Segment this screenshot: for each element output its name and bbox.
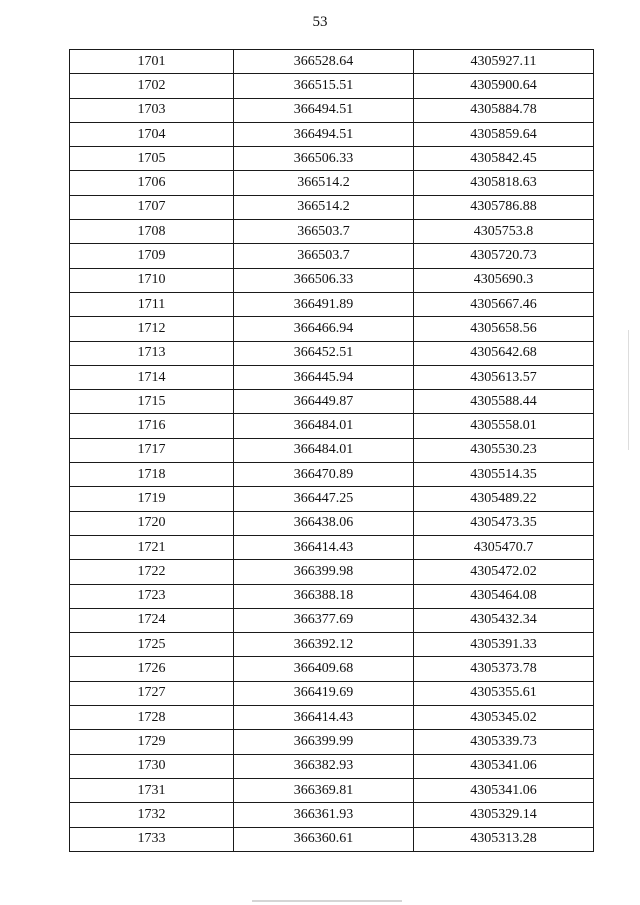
table-row (70, 414, 594, 438)
x-coordinate-cell: 366494.51 (234, 122, 414, 146)
table-row (70, 827, 594, 851)
x-coordinate-cell: 366382.93 (234, 754, 414, 778)
point-number-cell: 1717 (70, 438, 234, 462)
y-coordinate-cell: 4305558.01 (414, 414, 594, 438)
y-coordinate-cell: 4305658.56 (414, 317, 594, 341)
x-coordinate-cell: 366514.2 (234, 195, 414, 219)
table-row (70, 317, 594, 341)
point-number-cell: 1724 (70, 608, 234, 632)
point-number-cell: 1704 (70, 122, 234, 146)
y-coordinate-cell: 4305530.23 (414, 438, 594, 462)
y-coordinate-cell: 4305884.78 (414, 98, 594, 122)
table-row (70, 657, 594, 681)
y-coordinate-cell: 4305514.35 (414, 463, 594, 487)
y-coordinate-cell: 4305588.44 (414, 390, 594, 414)
point-number-cell: 1706 (70, 171, 234, 195)
table-row (70, 681, 594, 705)
y-coordinate-cell: 4305818.63 (414, 171, 594, 195)
x-coordinate-cell: 366484.01 (234, 438, 414, 462)
y-coordinate-cell: 4305842.45 (414, 147, 594, 171)
table-row (70, 390, 594, 414)
point-number-cell: 1725 (70, 633, 234, 657)
point-number-cell: 1719 (70, 487, 234, 511)
point-number-cell: 1707 (70, 195, 234, 219)
scan-edge-mark (252, 900, 402, 902)
table-row (70, 244, 594, 268)
point-number-cell: 1712 (70, 317, 234, 341)
table-row (70, 195, 594, 219)
table-row (70, 74, 594, 98)
table-row (70, 803, 594, 827)
y-coordinate-cell: 4305341.06 (414, 754, 594, 778)
point-number-cell: 1710 (70, 268, 234, 292)
y-coordinate-cell: 4305753.8 (414, 220, 594, 244)
point-number-cell: 1709 (70, 244, 234, 268)
x-coordinate-cell: 366466.94 (234, 317, 414, 341)
page-number: 53 (312, 14, 328, 30)
table-row (70, 560, 594, 584)
y-coordinate-cell: 4305690.3 (414, 268, 594, 292)
point-number-cell: 1727 (70, 681, 234, 705)
table-row (70, 341, 594, 365)
x-coordinate-cell: 366414.43 (234, 535, 414, 559)
y-coordinate-cell: 4305355.61 (414, 681, 594, 705)
point-number-cell: 1714 (70, 365, 234, 389)
table-row (70, 147, 594, 171)
x-coordinate-cell: 366528.64 (234, 50, 414, 74)
table-row (70, 50, 594, 74)
x-coordinate-cell: 366399.99 (234, 730, 414, 754)
y-coordinate-cell: 4305642.68 (414, 341, 594, 365)
point-number-cell: 1703 (70, 98, 234, 122)
point-number-cell: 1732 (70, 803, 234, 827)
point-number-cell: 1726 (70, 657, 234, 681)
table-row (70, 463, 594, 487)
x-coordinate-cell: 366399.98 (234, 560, 414, 584)
y-coordinate-cell: 4305613.57 (414, 365, 594, 389)
x-coordinate-cell: 366452.51 (234, 341, 414, 365)
x-coordinate-cell: 366515.51 (234, 74, 414, 98)
y-coordinate-cell: 4305927.11 (414, 50, 594, 74)
point-number-cell: 1713 (70, 341, 234, 365)
x-coordinate-cell: 366503.7 (234, 244, 414, 268)
table-row (70, 754, 594, 778)
point-number-cell: 1729 (70, 730, 234, 754)
x-coordinate-cell: 366503.7 (234, 220, 414, 244)
x-coordinate-cell: 366484.01 (234, 414, 414, 438)
table-row (70, 122, 594, 146)
point-number-cell: 1730 (70, 754, 234, 778)
point-number-cell: 1718 (70, 463, 234, 487)
x-coordinate-cell: 366388.18 (234, 584, 414, 608)
y-coordinate-cell: 4305313.28 (414, 827, 594, 851)
x-coordinate-cell: 366506.33 (234, 268, 414, 292)
point-number-cell: 1701 (70, 50, 234, 74)
table-row (70, 511, 594, 535)
coordinates-table (69, 49, 594, 852)
y-coordinate-cell: 4305667.46 (414, 292, 594, 316)
y-coordinate-cell: 4305373.78 (414, 657, 594, 681)
table-row (70, 438, 594, 462)
table-row (70, 584, 594, 608)
x-coordinate-cell: 366514.2 (234, 171, 414, 195)
x-coordinate-cell: 366360.61 (234, 827, 414, 851)
point-number-cell: 1708 (70, 220, 234, 244)
table-row (70, 535, 594, 559)
point-number-cell: 1721 (70, 535, 234, 559)
y-coordinate-cell: 4305345.02 (414, 706, 594, 730)
x-coordinate-cell: 366361.93 (234, 803, 414, 827)
point-number-cell: 1715 (70, 390, 234, 414)
table-row (70, 778, 594, 802)
y-coordinate-cell: 4305473.35 (414, 511, 594, 535)
y-coordinate-cell: 4305720.73 (414, 244, 594, 268)
y-coordinate-cell: 4305859.64 (414, 122, 594, 146)
table-row (70, 292, 594, 316)
point-number-cell: 1711 (70, 292, 234, 316)
y-coordinate-cell: 4305329.14 (414, 803, 594, 827)
point-number-cell: 1723 (70, 584, 234, 608)
x-coordinate-cell: 366409.68 (234, 657, 414, 681)
table-row (70, 268, 594, 292)
y-coordinate-cell: 4305900.64 (414, 74, 594, 98)
y-coordinate-cell: 4305786.88 (414, 195, 594, 219)
coordinates-table-body (70, 50, 594, 852)
table-row (70, 171, 594, 195)
y-coordinate-cell: 4305432.34 (414, 608, 594, 632)
table-row (70, 365, 594, 389)
y-coordinate-cell: 4305470.7 (414, 535, 594, 559)
x-coordinate-cell: 366369.81 (234, 778, 414, 802)
x-coordinate-cell: 366445.94 (234, 365, 414, 389)
y-coordinate-cell: 4305391.33 (414, 633, 594, 657)
table-row (70, 487, 594, 511)
table-row (70, 220, 594, 244)
point-number-cell: 1728 (70, 706, 234, 730)
table-row (70, 608, 594, 632)
point-number-cell: 1720 (70, 511, 234, 535)
x-coordinate-cell: 366419.69 (234, 681, 414, 705)
point-number-cell: 1722 (70, 560, 234, 584)
point-number-cell: 1733 (70, 827, 234, 851)
y-coordinate-cell: 4305472.02 (414, 560, 594, 584)
point-number-cell: 1702 (70, 74, 234, 98)
y-coordinate-cell: 4305489.22 (414, 487, 594, 511)
x-coordinate-cell: 366392.12 (234, 633, 414, 657)
x-coordinate-cell: 366491.89 (234, 292, 414, 316)
y-coordinate-cell: 4305464.08 (414, 584, 594, 608)
table-row (70, 730, 594, 754)
point-number-cell: 1705 (70, 147, 234, 171)
table-row (70, 706, 594, 730)
x-coordinate-cell: 366438.06 (234, 511, 414, 535)
x-coordinate-cell: 366414.43 (234, 706, 414, 730)
x-coordinate-cell: 366447.25 (234, 487, 414, 511)
x-coordinate-cell: 366470.89 (234, 463, 414, 487)
point-number-cell: 1731 (70, 778, 234, 802)
x-coordinate-cell: 366449.87 (234, 390, 414, 414)
table-row (70, 98, 594, 122)
x-coordinate-cell: 366506.33 (234, 147, 414, 171)
table-row (70, 633, 594, 657)
point-number-cell: 1716 (70, 414, 234, 438)
scan-edge-mark (628, 330, 629, 450)
y-coordinate-cell: 4305339.73 (414, 730, 594, 754)
y-coordinate-cell: 4305341.06 (414, 778, 594, 802)
x-coordinate-cell: 366377.69 (234, 608, 414, 632)
x-coordinate-cell: 366494.51 (234, 98, 414, 122)
